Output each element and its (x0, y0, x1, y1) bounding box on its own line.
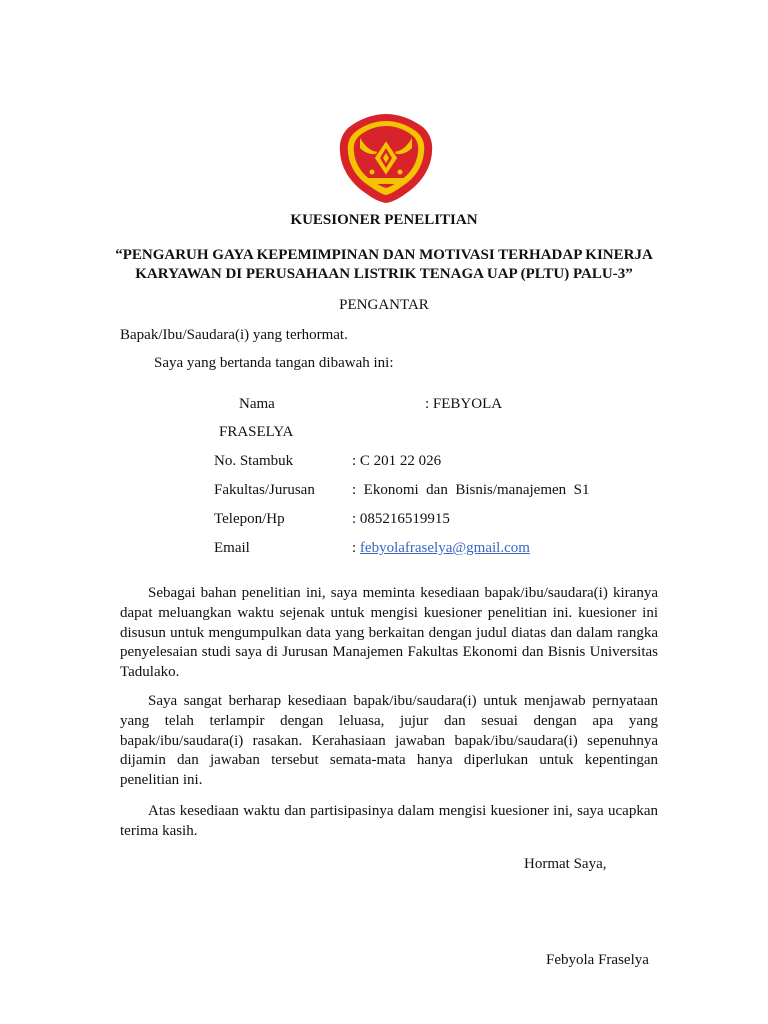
document-title: KUESIONER PENELITIAN (290, 212, 478, 228)
greeting: Bapak/Ibu/Saudara(i) yang terhormat. (120, 327, 348, 343)
name-value: : FEBYOLA (425, 396, 503, 412)
research-title-line-1: “PENGARUH GAYA KEPEMIMPINAN DAN MOTIVASI TERHADAP KINERJA (115, 247, 653, 263)
paragraph-1 (120, 584, 658, 683)
stambuk-label: No. Stambuk (214, 453, 294, 469)
email-link[interactable]: febyolafraselya@gmail.com (359, 540, 530, 556)
university-emblem-icon (338, 112, 434, 204)
signer-name: Febyola Fraselya (546, 952, 649, 968)
email-row (352, 540, 530, 557)
faculty-value: : Ekonomi dan Bisnis/manajemen S1 (352, 482, 590, 498)
name-label: Nama (239, 396, 275, 412)
email-label: Email (214, 540, 250, 556)
paragraph-3 (120, 802, 658, 842)
stambuk-value: : C 201 22 026 (352, 453, 442, 469)
research-title (0, 246, 768, 284)
paragraph-3-text: Atas kesediaan waktu dan partisipasinya dalam mengisi kuesioner ini, saya ucapkan terima kasih. (120, 803, 658, 839)
paragraph-1-text: Sebagai bahan penelitian ini, saya meminta kesediaan bapak/ibu/saudara(i) kiranya dapat meluangkan waktu sejenak untuk mengisi kuesioner penelitian ini. kuesioner ini disusun untuk mengumpulkan data yang berkaitan dengan judul diatas dan dalam rangka penyelesaian studi saya di Jurusan Manajemen Fakultas Ekonomi dan Bisnis Universitas Tadulako. (120, 585, 658, 681)
university-logo (338, 112, 434, 204)
paragraph-2 (120, 692, 658, 791)
paragraph-2-text: Saya sangat berharap kesediaan bapak/ibu/saudara(i) untuk menjawab pernyataan yang telah terlampir dengan leluasa, jujur dan sesuai dengan apa yang bapak/ibu/saudara(i) rasakan. Kerahasiaan jawaban bapak/ibu/saudara(i) sepenuhnya dijamin dan jawaban tersebut semata-mata hanya diperlukan untuk kepentingan penelitian ini. (120, 693, 658, 789)
faculty-label: Fakultas/Jurusan (214, 482, 315, 498)
research-title-line-2: KARYAWAN DI PERUSAHAAN LISTRIK TENAGA UAP (PLTU) PALU-3” (135, 266, 633, 282)
email-colon: : (352, 540, 360, 556)
section-heading: PENGANTAR (339, 297, 429, 313)
phone-value: : 085216519915 (352, 511, 450, 527)
closing-salutation: Hormat Saya, (524, 856, 607, 872)
name-value-continued: FRASELYA (219, 424, 294, 440)
phone-label: Telepon/Hp (214, 511, 285, 527)
lead-sentence: Saya yang bertanda tangan dibawah ini: (154, 355, 394, 371)
